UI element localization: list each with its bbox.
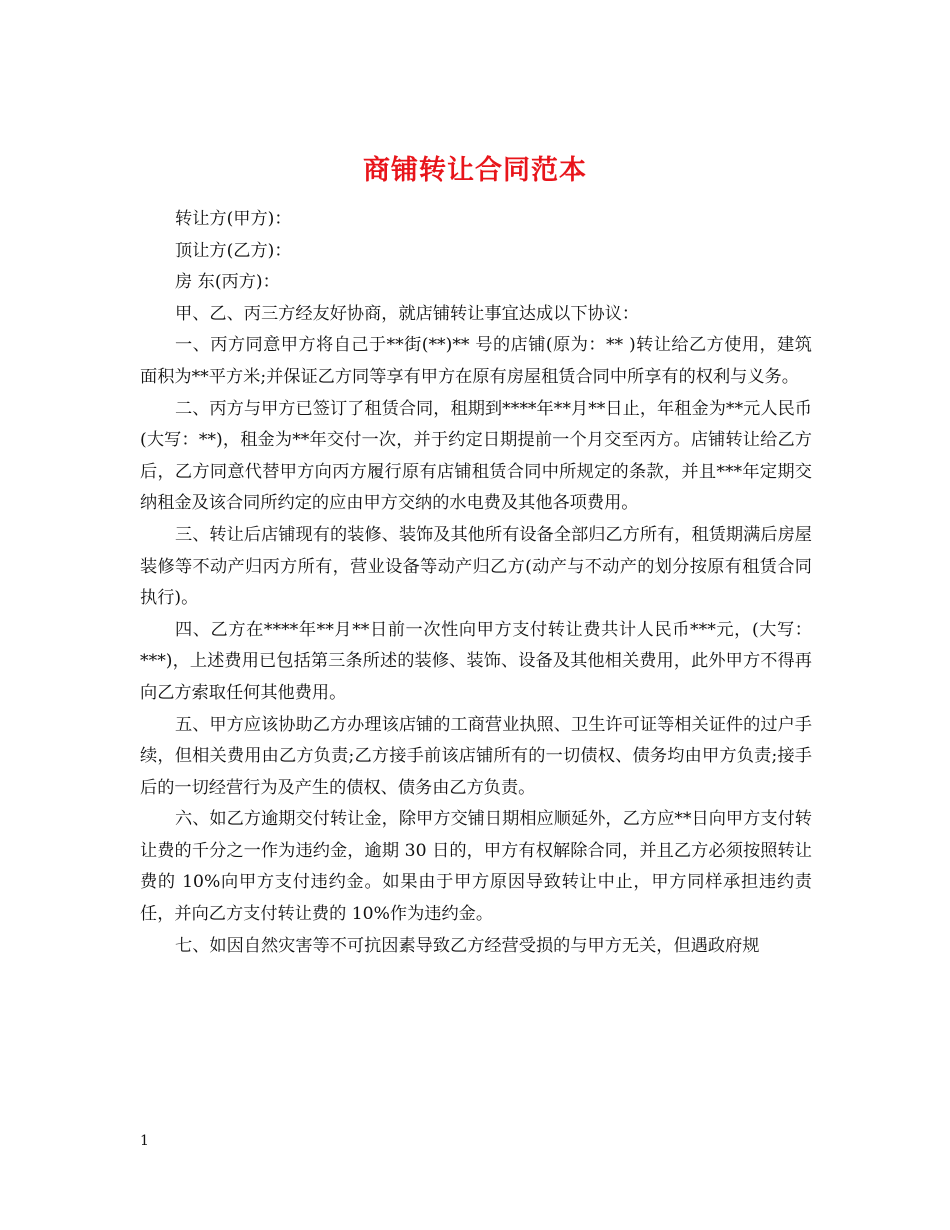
- clause-2-paragraph: 二、丙方与甲方已签订了租赁合同，租期到****年**月**日止，年租金为**元人民币(大写：**)，租金为**年交付一次，并于约定日期提前一个月交至丙方。店铺转让给乙方后，乙方同意代替甲方向丙方履行原有店铺租赁合同中所规定的条款，并且***年定期交纳租金及该合同所约定的应由甲方交纳的水电费及其他各项费用。: [140, 398, 812, 514]
- clause-4-paragraph: 四、乙方在****年**月**日前一次性向甲方支付转让费共计人民币***元，(大写：***)，上述费用已包括第三条所述的装修、装饰、设备及其他相关费用，此外甲方不得再向乙方索取任何其他费用。: [140, 619, 812, 703]
- party-transferor-line: 转让方(甲方)：: [175, 209, 292, 229]
- document-body: [140, 204, 812, 962]
- document-title: 商铺转让合同范本: [363, 155, 587, 187]
- clause-7-paragraph: 七、如因自然灾害等不可抗因素导致乙方经营受损的与甲方无关，但遇政府规: [175, 935, 760, 956]
- party-landlord-line: 房 东(丙方)：: [175, 272, 280, 293]
- clause-3-paragraph: 三、转让后店铺现有的装修、装饰及其他所有设备全部归乙方所有，租赁期满后房屋装修等不动产归丙方所有，营业设备等动产归乙方(动产与不动产的划分按原有租赁合同执行)。: [140, 524, 812, 609]
- clause-6-paragraph: 六、如乙方逾期交付转让金，除甲方交铺日期相应顺延外，乙方应**日向甲方支付转让费的千分之一作为违约金，逾期 30 日的，甲方有权解除合同，并且乙方必须按照转让费的 10%向甲方支付违约金。如果由于甲方原因导致转让中止，甲方同样承担违约责任，并向乙方支付转让费的 10%作为违约金。: [140, 809, 812, 925]
- page-number: 1: [140, 1133, 149, 1149]
- party-transferee-line: 顶让方(乙方)：: [175, 240, 292, 261]
- clause-1-paragraph: 一、丙方同意甲方将自己于**街(**)** 号的店铺(原为：** )转让给乙方使用，建筑面积为**平方米;并保证乙方同等享有甲方在原有房屋租赁合同中所享有的权利与义务。: [140, 335, 812, 387]
- clause-5-paragraph: 五、甲方应该协助乙方办理该店铺的工商营业执照、卫生许可证等相关证件的过户手续，但相关费用由乙方负责;乙方接手前该店铺所有的一切债权、债务均由甲方负责;接手后的一切经营行为及产生的债权、债务由乙方负责。: [140, 714, 812, 798]
- agreement-intro-paragraph: 甲、乙、丙三方经友好协商，就店铺转让事宜达成以下协议：: [175, 303, 640, 324]
